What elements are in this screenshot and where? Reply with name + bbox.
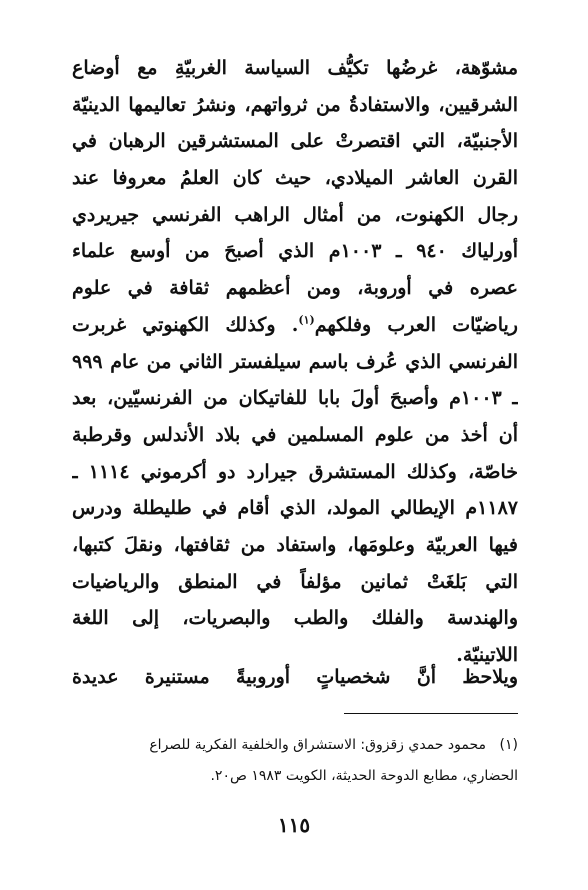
text-line: الفرنسي الذي عُرف باسم سيلفستر الثاني من عام ٩٩٩ [72,350,518,373]
text-segment: رياضيّات العرب وفلكهم [314,313,518,336]
footnote [74,730,518,792]
footnote-line: الحضاري، مطابع الدوحة الحديثة، الكويت ١٩٨٣ ص٢٠. [210,768,518,784]
text-line: ـ ١٠٠٣م وأصبحَ أولَ بابا للفاتيكان من الفرنسيّين، بعد [72,387,518,410]
text-line: أن أخذ من علوم المسلمين في بلاد الأندلس وقرطبة [72,423,518,446]
text-line: أورلياك ٩٤٠ ـ ١٠٠٣م الذي أصبحَ من أوسع علماء [72,240,518,263]
footnote-line [74,730,518,761]
main-paragraph [72,50,518,674]
footnote-number: (١) [499,737,518,753]
page-number: ١١٥ [277,813,311,837]
text-line: ١١٨٧م الإيطالي المولد، الذي أقام في طليطلة ودرس [72,497,518,520]
text-line: والهندسة والفلك والطب والبصريات، إلى اللغة [72,607,518,630]
second-paragraph-start: ويلاحظ أنَّ شخصياتٍ أوروبيةً مستنيرة عديدة [72,666,518,688]
text-line: فيها العربيّة وعلومَها، واستفاد من ثقافتها، ونقلَ كتبها، [72,533,518,556]
footnote-reference[interactable]: (١) [298,313,315,327]
text-line: التي بَلغَتْ ثمانين مؤلفاً في المنطق والرياضيات [72,570,518,593]
text-line: عصره في أوروبة، ومن أعظمهم ثقافة في علوم [72,277,518,300]
text-segment: . وكذلك الكهنوتي غربرت [72,313,299,336]
footnote-text: محمود حمدي زقزوق: الاستشراق والخلفية الفكرية للصراع [149,737,486,753]
text-line: مشوّهة، غرضُها تكيُّف السياسة الغربيّةِ مع أوضاع [72,57,518,79]
text-line: خاصّة، وكذلك المستشرق جيرارد دو أكرموني ١١١٤ ـ [72,460,518,483]
text-line: رجال الكهنوت، من أمثال الراهب الفرنسي جيريردي [72,203,518,226]
footnote-divider [344,713,518,714]
text-line: الأجنبيّة، التي اقتصرتْ على المستشرقين الرهبان في [72,130,518,153]
text-line: القرن العاشر الميلادي، حيث كان العلمُ معروفا عند [72,167,518,190]
text-line-with-footnote [72,307,518,344]
text-line: الشرقيين، والاستفادةُ من ثرواتهم، ونشرُ تعاليمها الدينيّة [72,93,518,116]
text-line: اللاتينيّة. [456,644,518,666]
